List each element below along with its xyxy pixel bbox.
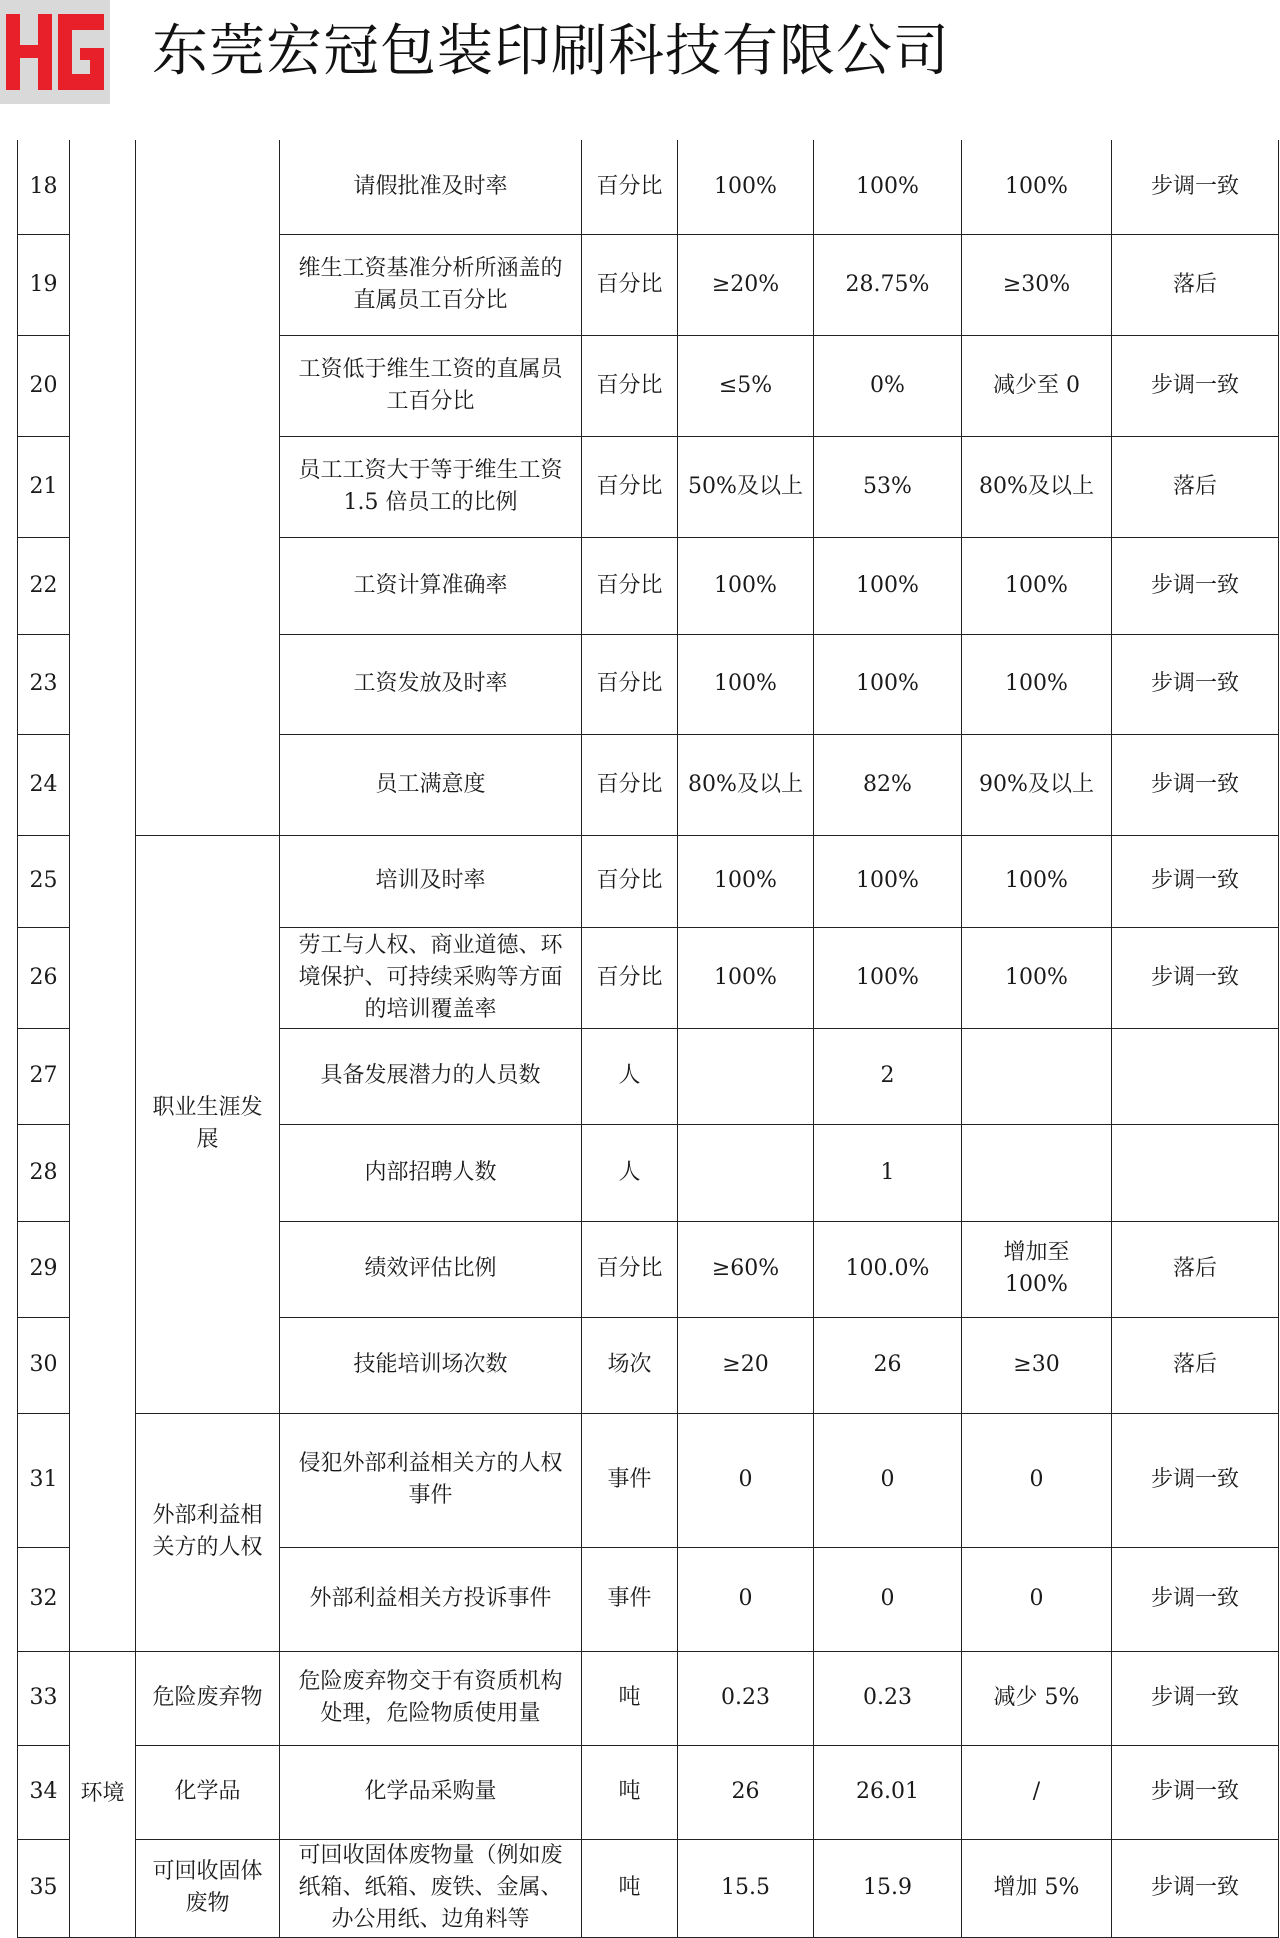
target-cell: 100%	[962, 835, 1112, 927]
baseline-cell: 50%及以上	[678, 436, 814, 537]
current-value-cell: 100%	[814, 634, 962, 734]
unit-cell: 吨	[582, 1839, 678, 1937]
indicator-cell: 工资计算准确率	[280, 537, 582, 634]
current-value-cell: 0.23	[814, 1651, 962, 1745]
category-cell	[70, 140, 136, 1651]
unit-cell: 百分比	[582, 140, 678, 234]
unit-cell: 人	[582, 1028, 678, 1124]
baseline-cell	[678, 1124, 814, 1221]
unit-cell: 百分比	[582, 1221, 678, 1317]
indicator-cell: 劳工与人权、商业道德、环境保护、可持续采购等方面的培训覆盖率	[280, 927, 582, 1028]
group-environment: 环境	[70, 1651, 136, 1937]
baseline-cell: ≥20%	[678, 234, 814, 335]
baseline-cell: ≥20	[678, 1317, 814, 1413]
subcategory-cell	[136, 140, 280, 835]
indicator-cell: 绩效评估比例	[280, 1221, 582, 1317]
indicator-cell: 内部招聘人数	[280, 1124, 582, 1221]
current-value-cell: 100%	[814, 140, 962, 234]
row-number: 33	[18, 1651, 70, 1745]
row-number: 31	[18, 1413, 70, 1547]
company-name: 东莞宏冠包装印刷科技有限公司	[152, 19, 950, 84]
unit-cell: 百分比	[582, 537, 678, 634]
status-cell: 步调一致	[1112, 734, 1279, 835]
status-cell: 落后	[1112, 436, 1279, 537]
target-cell: 100%	[962, 634, 1112, 734]
target-cell: 减少 5%	[962, 1651, 1112, 1745]
current-value-cell: 53%	[814, 436, 962, 537]
table-row	[18, 1413, 1279, 1547]
target-cell: /	[962, 1745, 1112, 1839]
target-cell: 减少至 0	[962, 335, 1112, 436]
indicator-cell: 维生工资基准分析所涵盖的直属员工百分比	[280, 234, 582, 335]
baseline-cell: 80%及以上	[678, 734, 814, 835]
status-cell: 步调一致	[1112, 1745, 1279, 1839]
indicator-cell: 培训及时率	[280, 835, 582, 927]
row-number: 22	[18, 537, 70, 634]
unit-cell: 百分比	[582, 734, 678, 835]
unit-cell: 人	[582, 1124, 678, 1221]
current-value-cell: 26	[814, 1317, 962, 1413]
indicator-cell: 外部利益相关方投诉事件	[280, 1547, 582, 1651]
target-cell: 80%及以上	[962, 436, 1112, 537]
target-cell: 增加至 100%	[962, 1221, 1112, 1317]
target-cell: 0	[962, 1413, 1112, 1547]
baseline-cell: 15.5	[678, 1839, 814, 1937]
status-cell: 落后	[1112, 234, 1279, 335]
indicator-cell: 员工工资大于等于维生工资 1.5 倍员工的比例	[280, 436, 582, 537]
status-cell: 步调一致	[1112, 1413, 1279, 1547]
current-value-cell: 100.0%	[814, 1221, 962, 1317]
unit-cell: 百分比	[582, 927, 678, 1028]
document-header	[0, 0, 1280, 104]
baseline-cell: 0	[678, 1413, 814, 1547]
unit-cell: 百分比	[582, 335, 678, 436]
unit-cell: 吨	[582, 1651, 678, 1745]
status-cell: 步调一致	[1112, 537, 1279, 634]
baseline-cell: ≤5%	[678, 335, 814, 436]
status-cell: 步调一致	[1112, 140, 1279, 234]
row-number: 25	[18, 835, 70, 927]
baseline-cell	[678, 1028, 814, 1124]
row-number: 28	[18, 1124, 70, 1221]
current-value-cell: 1	[814, 1124, 962, 1221]
status-cell: 步调一致	[1112, 927, 1279, 1028]
row-number: 20	[18, 335, 70, 436]
current-value-cell: 0	[814, 1547, 962, 1651]
baseline-cell: ≥60%	[678, 1221, 814, 1317]
table-row	[18, 1651, 1279, 1745]
indicator-cell: 请假批准及时率	[280, 140, 582, 234]
table-row	[18, 1839, 1279, 1937]
target-cell	[962, 1124, 1112, 1221]
indicator-cell: 工资发放及时率	[280, 634, 582, 734]
table-row	[18, 1745, 1279, 1839]
current-value-cell: 2	[814, 1028, 962, 1124]
indicator-cell: 危险废弃物交于有资质机构处理，危险物质使用量	[280, 1651, 582, 1745]
unit-cell: 事件	[582, 1413, 678, 1547]
unit-cell: 事件	[582, 1547, 678, 1651]
target-cell: 90%及以上	[962, 734, 1112, 835]
target-cell	[962, 1028, 1112, 1124]
baseline-cell: 100%	[678, 927, 814, 1028]
current-value-cell: 28.75%	[814, 234, 962, 335]
unit-cell: 吨	[582, 1745, 678, 1839]
indicator-cell: 技能培训场次数	[280, 1317, 582, 1413]
current-value-cell: 0	[814, 1413, 962, 1547]
row-number: 26	[18, 927, 70, 1028]
baseline-cell: 100%	[678, 634, 814, 734]
baseline-cell: 100%	[678, 140, 814, 234]
target-cell: ≥30	[962, 1317, 1112, 1413]
indicator-cell: 化学品采购量	[280, 1745, 582, 1839]
status-cell: 步调一致	[1112, 634, 1279, 734]
row-number: 35	[18, 1839, 70, 1937]
row-number: 30	[18, 1317, 70, 1413]
table-row	[18, 140, 1279, 234]
unit-cell: 百分比	[582, 234, 678, 335]
current-value-cell: 15.9	[814, 1839, 962, 1937]
indicator-cell: 员工满意度	[280, 734, 582, 835]
current-value-cell: 26.01	[814, 1745, 962, 1839]
current-value-cell: 100%	[814, 537, 962, 634]
target-cell: 100%	[962, 537, 1112, 634]
status-cell: 步调一致	[1112, 835, 1279, 927]
baseline-cell: 100%	[678, 537, 814, 634]
baseline-cell: 0.23	[678, 1651, 814, 1745]
target-cell: 增加 5%	[962, 1839, 1112, 1937]
current-value-cell: 82%	[814, 734, 962, 835]
target-cell: ≥30%	[962, 234, 1112, 335]
baseline-cell: 100%	[678, 835, 814, 927]
status-cell: 步调一致	[1112, 1839, 1279, 1937]
row-number: 21	[18, 436, 70, 537]
status-cell: 步调一致	[1112, 1651, 1279, 1745]
status-cell: 步调一致	[1112, 1547, 1279, 1651]
current-value-cell: 0%	[814, 335, 962, 436]
row-number: 29	[18, 1221, 70, 1317]
company-logo	[0, 0, 110, 104]
baseline-cell: 0	[678, 1547, 814, 1651]
row-number: 19	[18, 234, 70, 335]
indicator-cell: 侵犯外部利益相关方的人权事件	[280, 1413, 582, 1547]
unit-cell: 场次	[582, 1317, 678, 1413]
kpi-table	[17, 140, 1279, 1938]
status-cell	[1112, 1124, 1279, 1221]
unit-cell: 百分比	[582, 835, 678, 927]
row-number: 23	[18, 634, 70, 734]
unit-cell: 百分比	[582, 634, 678, 734]
baseline-cell: 26	[678, 1745, 814, 1839]
status-cell	[1112, 1028, 1279, 1124]
group-recyclable-solid-waste: 可回收固体废物	[136, 1839, 280, 1937]
status-cell: 落后	[1112, 1317, 1279, 1413]
group-career-development: 职业生涯发展	[136, 835, 280, 1413]
indicator-cell: 具备发展潜力的人员数	[280, 1028, 582, 1124]
row-number: 32	[18, 1547, 70, 1651]
indicator-cell: 工资低于维生工资的直属员工百分比	[280, 335, 582, 436]
table-row	[18, 835, 1279, 927]
indicator-cell: 可回收固体废物量（例如废纸箱、纸箱、废铁、金属、办公用纸、边角料等	[280, 1839, 582, 1937]
target-cell: 100%	[962, 140, 1112, 234]
group-external-stakeholder-rights: 外部利益相关方的人权	[136, 1413, 280, 1651]
row-number: 24	[18, 734, 70, 835]
row-number: 27	[18, 1028, 70, 1124]
group-chemicals: 化学品	[136, 1745, 280, 1839]
status-cell: 步调一致	[1112, 335, 1279, 436]
status-cell: 落后	[1112, 1221, 1279, 1317]
row-number: 18	[18, 140, 70, 234]
group-hazardous-waste: 危险废弃物	[136, 1651, 280, 1745]
current-value-cell: 100%	[814, 835, 962, 927]
unit-cell: 百分比	[582, 436, 678, 537]
row-number: 34	[18, 1745, 70, 1839]
current-value-cell: 100%	[814, 927, 962, 1028]
target-cell: 0	[962, 1547, 1112, 1651]
target-cell: 100%	[962, 927, 1112, 1028]
